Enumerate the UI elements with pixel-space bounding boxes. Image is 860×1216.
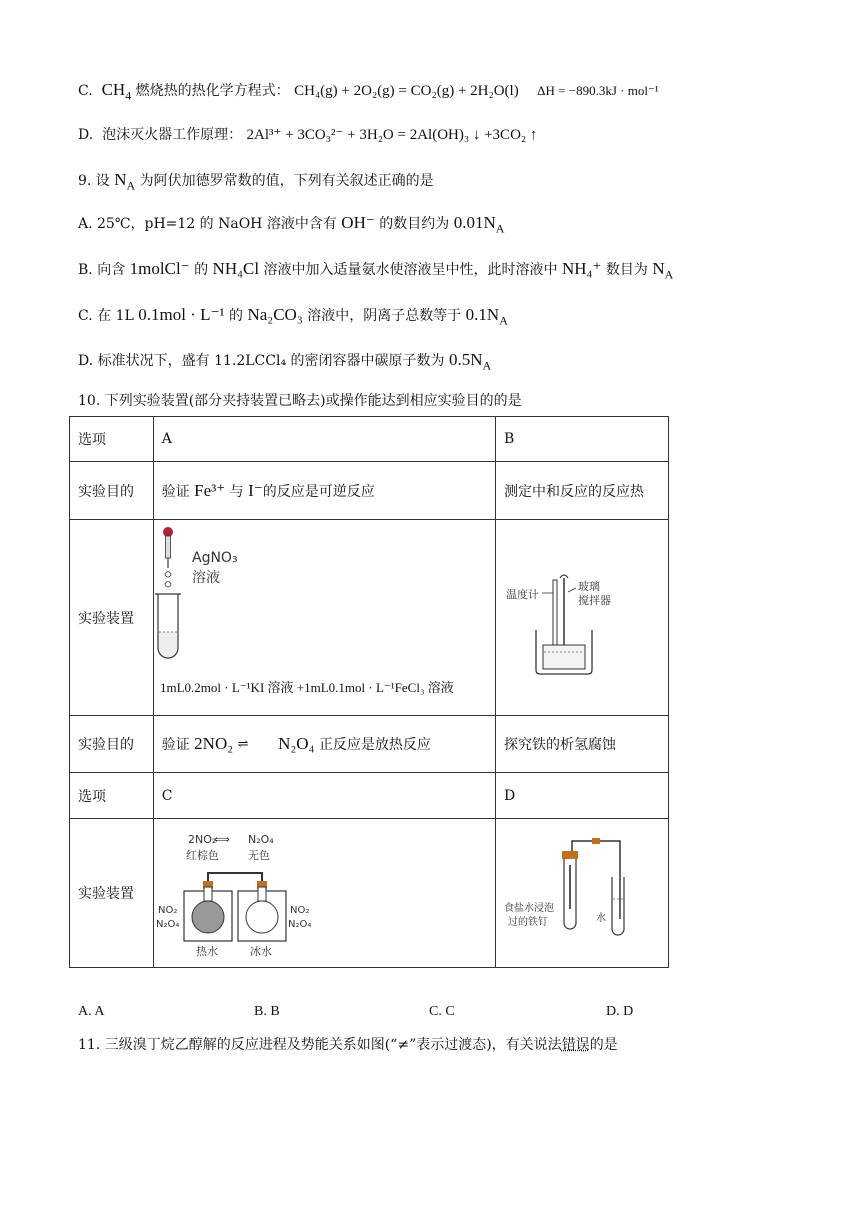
foam-equation: 2Al³⁺ + 3CO₃²⁻ + 3H₂O = 2Al(OH)₃ ↓ +3CO₂ ↑ (246, 127, 538, 143)
q9-option-c: C. 在 1L 0.1mol · L⁻¹ 的 Na₂CO₃ 溶液中，阴离子总数等于 $0.1N_A$ (78, 305, 508, 328)
svg-text:热水: 热水 (195, 945, 218, 958)
ch4-formula: $CH_4$ (101, 80, 132, 103)
row-header: 实验装置 (70, 520, 154, 716)
combustion-equation: CH₄(g) + 2O₂(g) = CO₂(g) + 2H₂O(l) (294, 83, 519, 99)
row-header: 选项 (70, 417, 154, 462)
purpose-c: 验证 2NO₂ ⇌ N₂O₄ 正反应是放热反应 (153, 716, 495, 773)
q10-stem: 10. 下列实验装置(部分夹持装置已略去)或操作能达到相应实验目的的是 (78, 393, 522, 409)
apparatus-d (496, 819, 669, 968)
test-tube-dropper-icon (154, 520, 488, 711)
svg-text:玻璃: 玻璃 (578, 580, 600, 593)
emphasis-text: 错误 (561, 1037, 590, 1053)
svg-text:冰水: 冰水 (249, 945, 272, 958)
svg-text:N₂O₄: N₂O₄ (287, 919, 312, 930)
svg-text:AgNO₃: AgNO₃ (191, 550, 238, 566)
svg-text:NO₂: NO₂ (157, 905, 178, 916)
q9-option-a: A. 25℃，pH=12 的 NaOH 溶液中含有 OH⁻ 的数目约为 $0.01N_A$ (78, 213, 505, 236)
calorimeter-beaker-icon (496, 520, 668, 711)
iron-nail-tube-icon (496, 819, 668, 963)
svg-text:食盐水浸泡: 食盐水浸泡 (504, 903, 554, 914)
table-row (70, 417, 669, 462)
cell-opt-d: D (496, 773, 669, 819)
purpose-b: 测定中和反应的反应热 (496, 462, 669, 520)
svg-text:水: 水 (596, 913, 606, 924)
svg-text:无色: 无色 (247, 849, 270, 862)
table-row (70, 520, 669, 716)
apparatus-b (496, 520, 669, 716)
q8-option-c: C. $CH_4$ 燃烧热的热化学方程式： CH₄(g) + 2O₂(g) = CO₂(g) + 2H₂O(l) ΔH = −890.3kJ · mol⁻¹ (78, 80, 659, 103)
cell-opt-a: A (153, 417, 495, 462)
answer-choice-a[interactable]: A. A (78, 1004, 105, 1019)
apparatus-c (153, 819, 495, 968)
no2-flasks-icon (154, 819, 488, 963)
svg-text:N₂O₄: N₂O₄ (247, 833, 274, 846)
equilibrium-arrow-icon: ⇌ (237, 737, 249, 752)
q9-option-d: D. 标准状况下，盛有 11.2LCCl₄ 的密闭容器中碳原子数为 $0.5N_A$ (78, 350, 492, 373)
svg-text:⟺: ⟺ (213, 833, 230, 846)
answer-choice-d[interactable]: D. D (606, 1004, 634, 1019)
row-header: 实验目的 (70, 462, 154, 520)
svg-text:温度计: 温度计 (506, 588, 539, 601)
svg-text:搅拌器: 搅拌器 (578, 594, 611, 607)
svg-text:溶液: 溶液 (191, 570, 220, 586)
svg-text:NO₂: NO₂ (289, 905, 310, 916)
cell-opt-b: B (496, 417, 669, 462)
enthalpy-value: ΔH = −890.3kJ · mol⁻¹ (537, 83, 659, 98)
q9-stem: 9. 设 $N_A$ 为阿伏加德罗常数的值，下列有关叙述正确的是 (78, 170, 434, 193)
q8-option-d: D. 泡沫灭火器工作原理： 2Al³⁺ + 3CO₃²⁻ + 3H₂O = 2Al(OH)₃ ↓ +3CO₂ ↑ (78, 127, 538, 143)
q9-option-b: B. 向含 1molCl⁻ 的 NH₄Cl 溶液中加入适量氨水使溶液呈中性，此时溶液中 NH₄⁺ 数目为 $N_A$ (78, 259, 674, 282)
table-row (70, 462, 669, 520)
svg-text:2NO₂: 2NO₂ (187, 833, 217, 846)
apparatus-a-caption: 1mL0.2mol · L⁻¹KI 溶液 +1mL0.1mol · L⁻¹FeCl₃ 溶液 (159, 680, 454, 695)
table-row (70, 819, 669, 968)
svg-text:N₂O₄: N₂O₄ (155, 919, 180, 930)
apparatus-a (153, 520, 495, 716)
answer-choice-c[interactable]: C. C (429, 1004, 455, 1019)
row-header: 实验装置 (70, 819, 154, 968)
svg-text:过的铁钉: 过的铁钉 (508, 917, 548, 928)
purpose-a: 验证 Fe³⁺ 与 I⁻的反应是可逆反应 (153, 462, 495, 520)
q11-stem: 11. 三级溴丁烷乙醇解的反应进程及势能关系如图(“≠”表示过渡态)，有关说法错误的是 (78, 1037, 618, 1053)
table-row (70, 716, 669, 773)
purpose-d: 探究铁的析氢腐蚀 (496, 716, 669, 773)
table-row (70, 773, 669, 819)
cell-opt-c: C (153, 773, 495, 819)
row-header: 实验目的 (70, 716, 154, 773)
answer-choice-b[interactable]: B. B (254, 1004, 280, 1019)
svg-text:红棕色: 红棕色 (185, 849, 219, 862)
row-header: 选项 (70, 773, 154, 819)
experiment-table (69, 416, 669, 968)
